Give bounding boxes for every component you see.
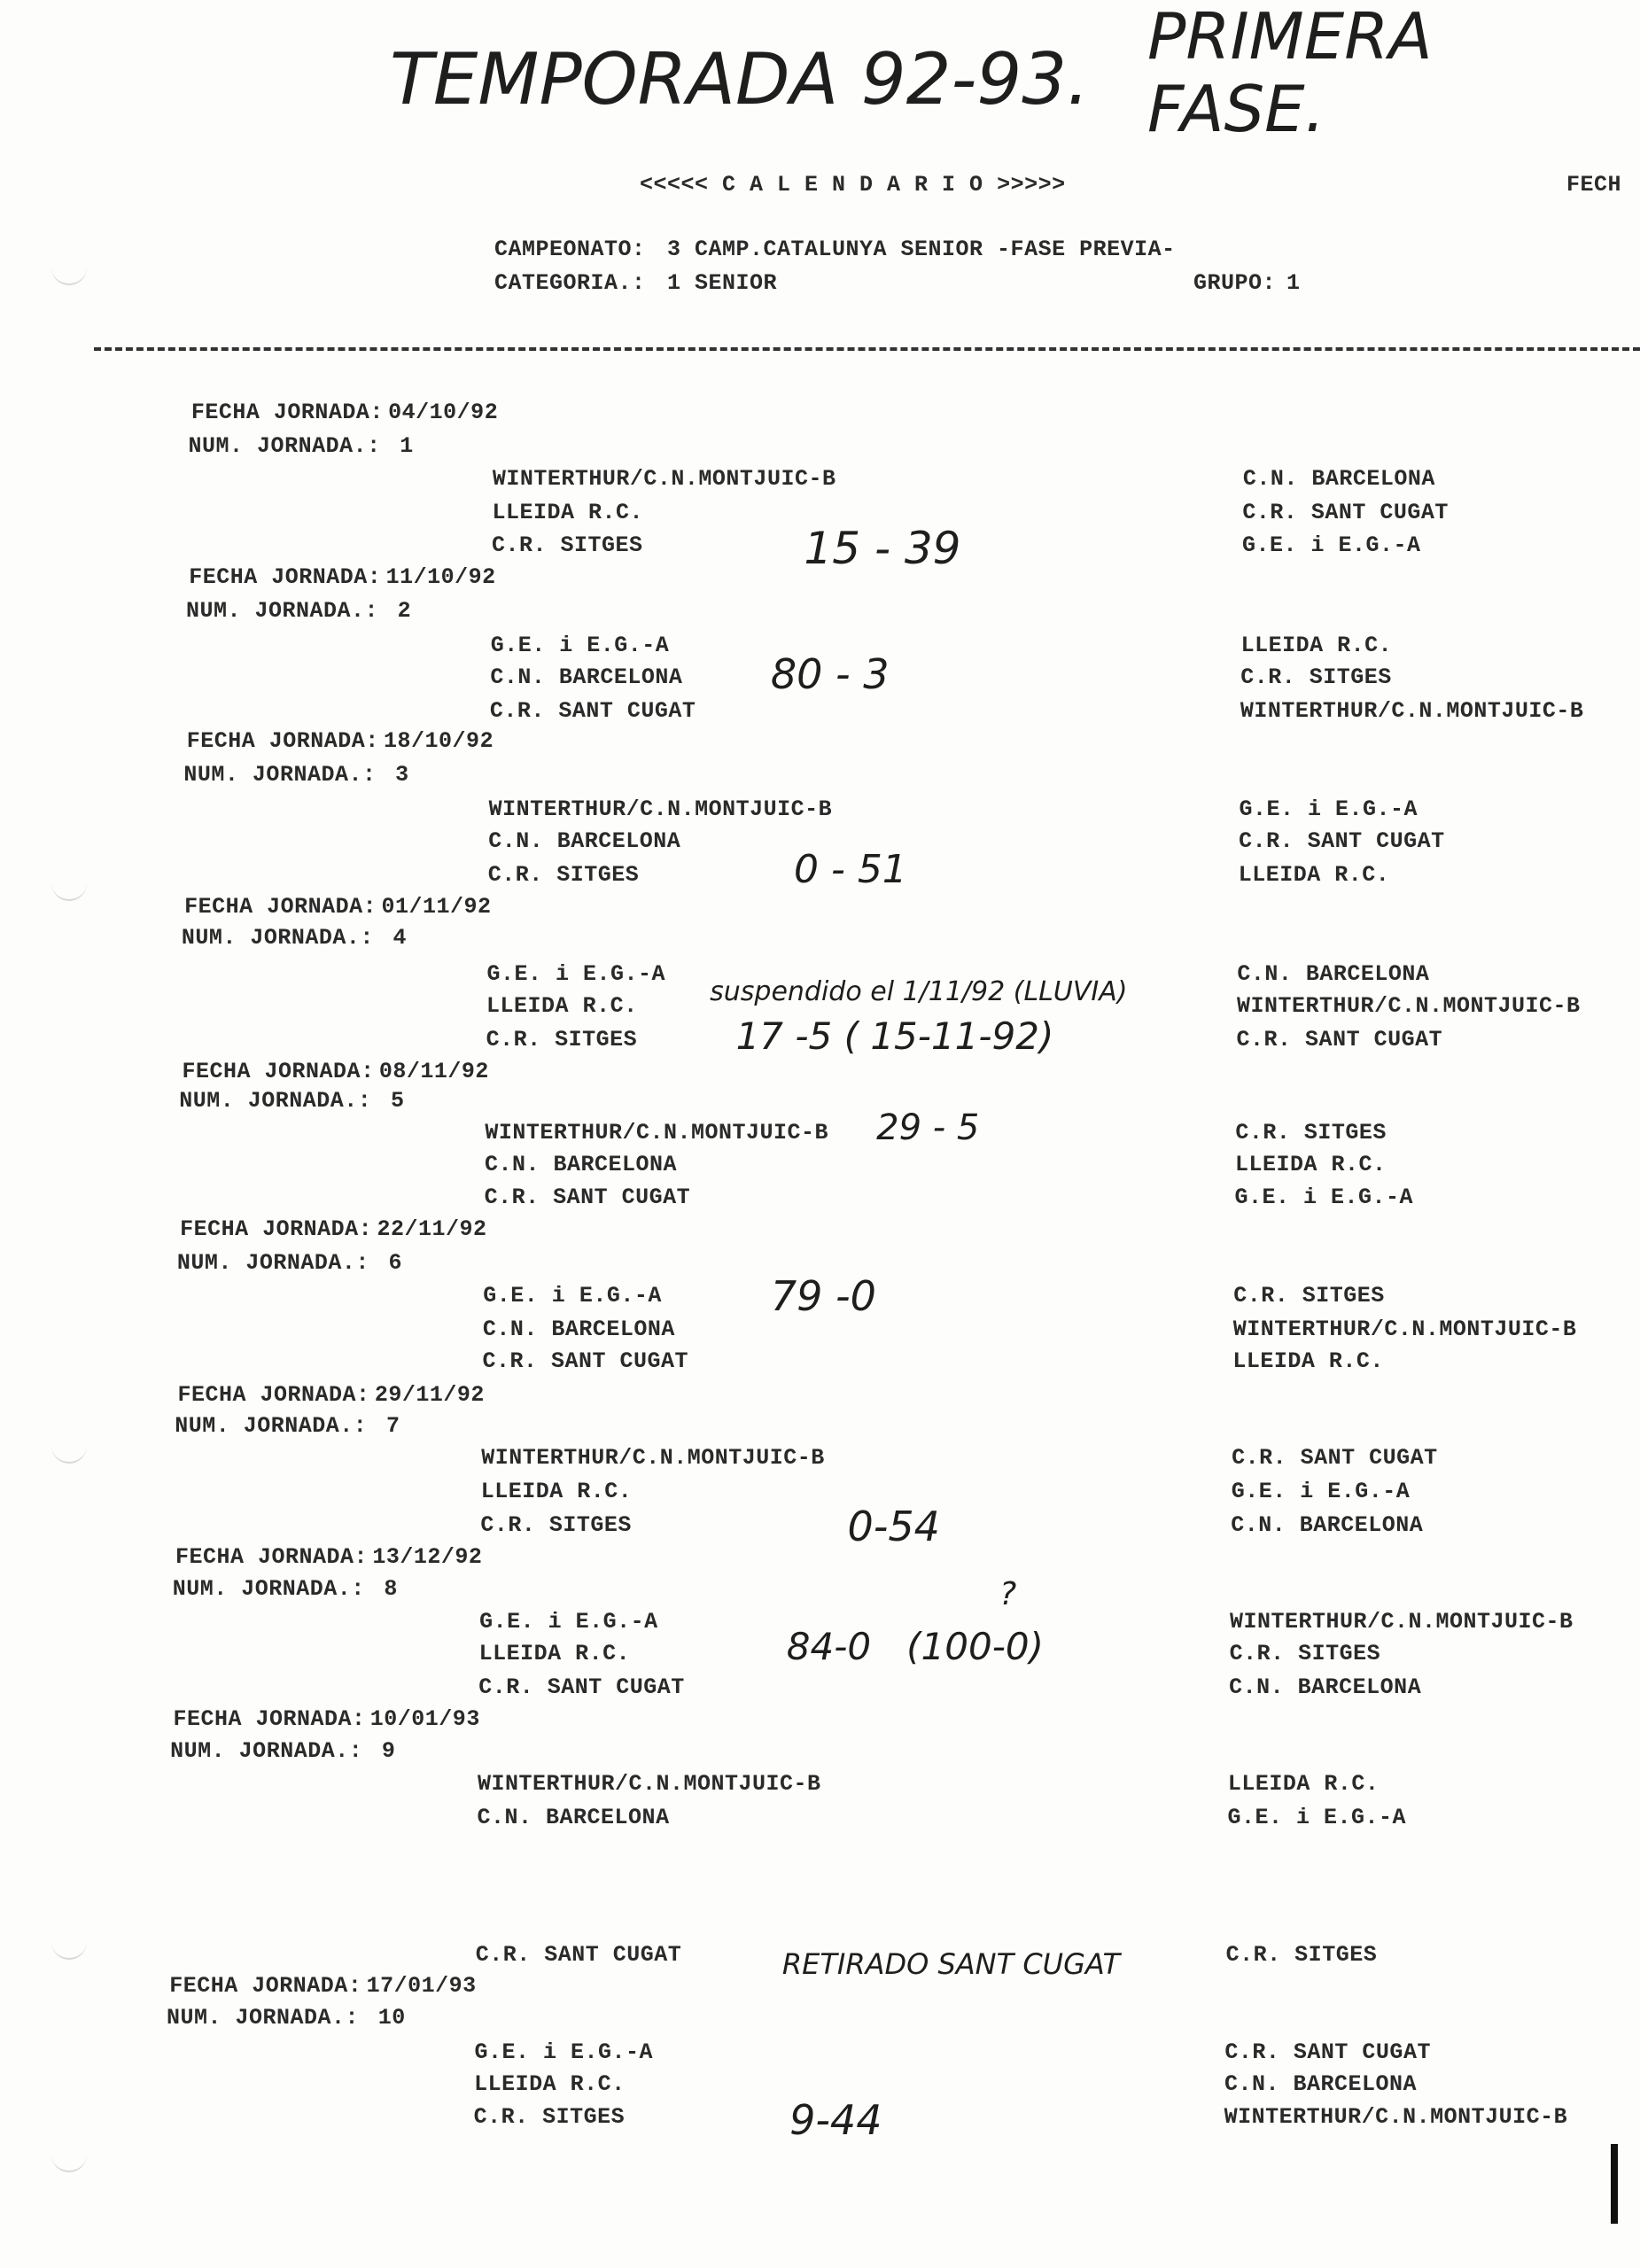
home-team: WINTERTHUR/C.N.MONTJUIC-B [488, 796, 833, 822]
away-team: C.R. SANT CUGAT [1239, 827, 1445, 854]
home-team: C.N. BARCELONA [482, 1316, 675, 1342]
dashed-divider [94, 347, 1640, 351]
num-jornada-label: NUM. JORNADA.: [170, 1737, 363, 1764]
handwritten-score: 80 - 3 [770, 650, 890, 699]
home-team: WINTERTHUR/C.N.MONTJUIC-B [492, 466, 836, 493]
fecha-jornada-value: 13/12/92 [372, 1543, 483, 1570]
num-jornada-label: NUM. JORNADA.: [188, 432, 381, 459]
away-team: LLEIDA R.C. [1232, 1348, 1384, 1374]
categoria-label: CATEGORIA.: [494, 270, 646, 296]
handwritten-question-mark: ? [999, 1575, 1017, 1612]
home-team: C.R. SANT CUGAT [484, 1184, 691, 1211]
grupo-label: GRUPO: [1193, 270, 1277, 296]
punch-hole-mark [51, 1435, 87, 1464]
num-jornada-label: NUM. JORNADA.: [175, 1413, 368, 1440]
handwritten-score: 17 -5 ( 15-11-92) [735, 1014, 1054, 1059]
handwritten-score: 0 - 51 [793, 847, 907, 893]
subtitle-line-1: PRIMERA [1147, 0, 1433, 74]
fecha-jornada-label: FECHA JORNADA: [173, 1705, 366, 1732]
away-team: C.N. BARCELONA [1229, 1674, 1422, 1700]
home-team: LLEIDA R.C. [480, 1479, 633, 1505]
away-team: C.R. SANT CUGAT [1232, 1445, 1438, 1472]
fecha-jornada-value: 10/01/93 [369, 1705, 480, 1732]
away-team: LLEIDA R.C. [1234, 1151, 1387, 1177]
away-team: C.R. SITGES [1225, 1942, 1378, 1969]
away-team: WINTERTHUR/C.N.MONTJUIC-B [1230, 1609, 1574, 1635]
home-team: WINTERTHUR/C.N.MONTJUIC-B [481, 1445, 825, 1472]
away-team: C.R. SANT CUGAT [1224, 2039, 1431, 2065]
num-jornada-label: NUM. JORNADA.: [183, 761, 377, 788]
home-team: C.N. BARCELONA [490, 664, 683, 691]
fecha-jornada-label: FECHA JORNADA: [180, 1216, 373, 1243]
home-team: G.E. i E.G.-A [483, 1283, 662, 1309]
away-team: G.E. i E.G.-A [1227, 1804, 1406, 1830]
num-jornada-value: 6 [388, 1249, 403, 1276]
num-jornada-label: NUM. JORNADA.: [181, 925, 374, 951]
grupo-value: 1 [1286, 270, 1301, 296]
away-team: G.E. i E.G.-A [1239, 796, 1418, 822]
handwritten-score: 79 -0 [770, 1271, 876, 1320]
away-team: LLEIDA R.C. [1238, 861, 1390, 888]
home-team: WINTERTHUR/C.N.MONTJUIC-B [485, 1119, 828, 1146]
punch-hole-mark [51, 2144, 87, 2172]
fecha-jornada-label: FECHA JORNADA: [175, 1543, 369, 1570]
fecha-jornada-label: FECHA JORNADA: [184, 893, 377, 920]
handwritten-score: RETIRADO SANT CUGAT [781, 1947, 1120, 1982]
calendario-heading: <<<<< C A L E N D A R I O >>>>> [640, 172, 1066, 198]
num-jornada-label: NUM. JORNADA.: [179, 1087, 372, 1114]
away-team: LLEIDA R.C. [1227, 1771, 1380, 1798]
categoria-value: 1 SENIOR [667, 270, 778, 296]
away-team: C.R. SANT CUGAT [1236, 1026, 1443, 1052]
num-jornada-value: 10 [377, 2004, 406, 2031]
handwritten-score: 0-54 [847, 1502, 940, 1550]
away-team: C.R. SITGES [1229, 1641, 1381, 1667]
home-team: G.E. i E.G.-A [486, 961, 666, 988]
punch-hole-mark [51, 257, 87, 285]
num-jornada-value: 7 [385, 1413, 400, 1440]
fecha-jornada-value: 18/10/92 [384, 728, 494, 755]
scan-edge-mark [1611, 2144, 1618, 2224]
home-team: C.N. BARCELONA [488, 827, 681, 854]
num-jornada-value: 5 [390, 1087, 405, 1114]
punch-hole-mark [51, 873, 87, 901]
away-team: C.N. BARCELONA [1242, 466, 1435, 493]
away-team: C.R. SITGES [1233, 1283, 1385, 1309]
num-jornada-value: 4 [393, 925, 408, 951]
handwritten-score: 9-44 [789, 2095, 882, 2144]
away-team: G.E. i E.G.-A [1231, 1479, 1411, 1505]
home-team: C.R. SITGES [486, 1026, 638, 1052]
subtitle-line-2: FASE. [1147, 72, 1325, 146]
away-team: C.N. BARCELONA [1237, 961, 1430, 988]
away-team: C.N. BARCELONA [1231, 1511, 1424, 1538]
num-jornada-value: 1 [400, 432, 414, 459]
handwritten-score: 15 - 39 [804, 522, 961, 574]
num-jornada-label: NUM. JORNADA.: [167, 2004, 360, 2031]
away-team: WINTERTHUR/C.N.MONTJUIC-B [1240, 697, 1584, 724]
fecha-jornada-value: 01/11/92 [381, 893, 492, 920]
num-jornada-value: 3 [395, 761, 409, 788]
fecha-jornada-value: 17/01/93 [366, 1972, 477, 1999]
fecha-jornada-label: FECHA JORNADA: [186, 728, 379, 755]
home-team: C.N. BARCELONA [477, 1804, 670, 1830]
away-team: WINTERTHUR/C.N.MONTJUIC-B [1224, 2104, 1568, 2131]
fecha-jornada-label: FECHA JORNADA: [182, 1058, 375, 1084]
home-team: C.R. SANT CUGAT [475, 1942, 682, 1969]
away-team: WINTERTHUR/C.N.MONTJUIC-B [1232, 1316, 1577, 1342]
fecha-jornada-value: 08/11/92 [378, 1058, 489, 1084]
num-jornada-value: 9 [381, 1737, 396, 1764]
away-team: C.R. SANT CUGAT [1242, 499, 1449, 525]
home-team: LLEIDA R.C. [474, 2070, 626, 2097]
away-team: WINTERTHUR/C.N.MONTJUIC-B [1236, 993, 1581, 1020]
home-team: LLEIDA R.C. [486, 993, 638, 1020]
home-team: G.E. i E.G.-A [490, 633, 670, 659]
home-team: C.R. SITGES [473, 2104, 626, 2131]
home-team: C.R. SITGES [487, 861, 640, 888]
fecha-jornada-label: FECHA JORNADA: [177, 1381, 370, 1408]
home-team: C.R. SITGES [480, 1511, 632, 1538]
fecha-jornada-label: FECHA JORNADA: [189, 564, 382, 591]
home-team: C.R. SANT CUGAT [478, 1674, 685, 1700]
fecha-jornada-label: FECHA JORNADA: [169, 1972, 362, 1999]
fecha-jornada-label: FECHA JORNADA: [190, 399, 384, 425]
home-team: C.N. BARCELONA [485, 1151, 678, 1177]
fecha-jornada-value: 11/10/92 [385, 564, 496, 591]
handwritten-score: suspendido el 1/11/92 (LLUVIA) [710, 976, 1128, 1008]
home-team: C.R. SITGES [492, 532, 643, 559]
home-team: G.E. i E.G.-A [474, 2039, 654, 2065]
num-jornada-value: 8 [384, 1575, 398, 1602]
away-team: G.E. i E.G.-A [1234, 1184, 1414, 1211]
handwritten-score: 84-0 (100-0) [786, 1624, 1044, 1668]
away-team: C.R. SITGES [1240, 664, 1392, 691]
home-team: LLEIDA R.C. [492, 499, 643, 525]
away-team: C.R. SITGES [1235, 1119, 1387, 1146]
away-team: C.N. BARCELONA [1224, 2070, 1418, 2097]
num-jornada-label: NUM. JORNADA.: [172, 1575, 365, 1602]
campeonato-label: CAMPEONATO: [494, 237, 646, 262]
handwritten-subtitle [1147, 0, 1433, 145]
home-team: G.E. i E.G.-A [479, 1609, 658, 1635]
num-jornada-label: NUM. JORNADA.: [176, 1249, 369, 1276]
campeonato-value: 3 CAMP.CATALUNYA SENIOR -FASE PREVIA- [667, 237, 1176, 262]
fecha-jornada-value: 22/11/92 [377, 1216, 487, 1243]
fecha-jornada-value: 04/10/92 [388, 399, 499, 425]
fecha-jornada-value: 29/11/92 [374, 1381, 485, 1408]
home-team: C.R. SANT CUGAT [489, 697, 696, 724]
home-team: WINTERTHUR/C.N.MONTJUIC-B [477, 1771, 821, 1798]
num-jornada-label: NUM. JORNADA.: [185, 597, 379, 624]
handwritten-score: 29 - 5 [876, 1107, 980, 1149]
handwritten-title: TEMPORADA 92-93. [390, 38, 1090, 120]
fech-fragment: FECH [1566, 172, 1622, 198]
away-team: G.E. i E.G.-A [1241, 532, 1421, 559]
away-team: LLEIDA R.C. [1240, 633, 1393, 659]
num-jornada-value: 2 [397, 597, 412, 624]
punch-hole-mark [51, 1931, 87, 1960]
home-team: LLEIDA R.C. [478, 1641, 631, 1667]
home-team: C.R. SANT CUGAT [482, 1348, 688, 1374]
